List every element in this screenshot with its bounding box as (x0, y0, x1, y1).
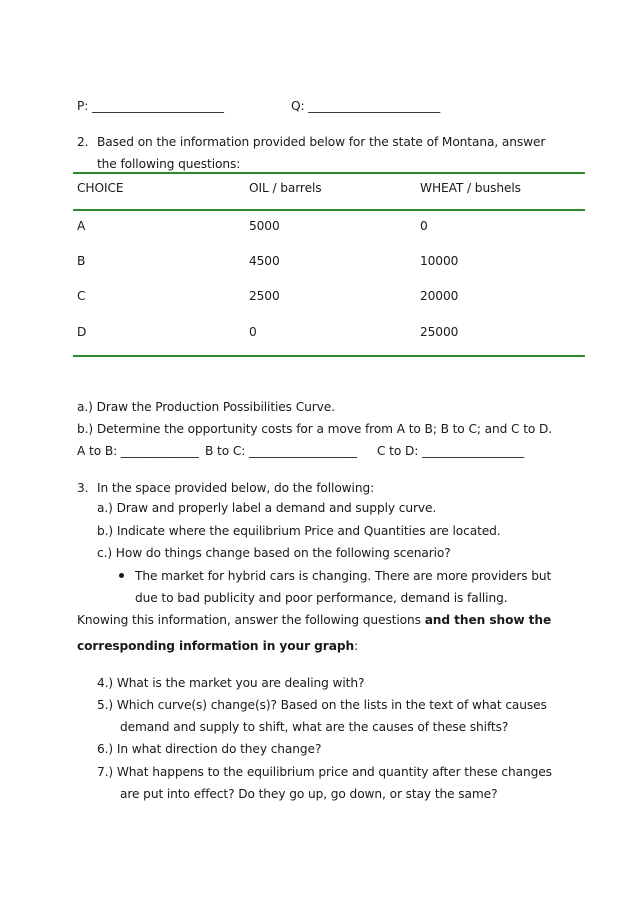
corresponding-bold-text: corresponding information in your graph (77, 639, 355, 653)
p-answer-blank[interactable]: P: ______________________ (77, 99, 224, 113)
cell-wheat: 0 (420, 219, 428, 233)
table-top-rule (73, 172, 585, 174)
question-5-line1: 5.) Which curve(s) change(s)? Based on the lists in the text of what causes (97, 698, 547, 712)
knowing-line (77, 612, 551, 628)
cell-choice: A (77, 219, 86, 233)
q3-intro: In the space provided below, do the following: (97, 481, 375, 495)
cell-oil: 5000 (249, 219, 280, 233)
cell-wheat: 20000 (420, 289, 459, 303)
q3-number: 3. (77, 481, 89, 495)
q3-part-b: b.) Indicate where the equilibrium Price and Quantities are located. (97, 524, 501, 538)
knowing-bold-text: and then show the (424, 613, 552, 627)
question-7-line1: 7.) What happens to the equilibrium price and quantity after these changes (97, 765, 552, 779)
q2-text-line2: the following questions: (97, 157, 241, 171)
q-answer-blank[interactable]: Q: ______________________ (291, 99, 441, 113)
a-to-b-blank[interactable]: A to B: _____________ (77, 444, 199, 458)
header-choice: CHOICE (77, 181, 124, 195)
part-b-text: b.) Determine the opportunity costs for a move from A to B; B to C; and C to D. (77, 422, 553, 436)
q2-number: 2. (77, 135, 89, 149)
cell-choice: D (77, 325, 87, 339)
scenario-line2: due to bad publicity and poor performance, demand is falling. (135, 591, 508, 605)
cell-choice: B (77, 254, 86, 268)
bullet-icon (119, 573, 124, 578)
question-4: 4.) What is the market you are dealing with? (97, 676, 365, 690)
question-7-line2: are put into effect? Do they go up, go down, or stay the same? (120, 787, 498, 801)
cell-oil: 2500 (249, 289, 280, 303)
q2-text-line1: Based on the information provided below for the state of Montana, answer (97, 135, 546, 149)
knowing-text: Knowing this information, answer the following questions (77, 613, 425, 627)
q3-part-a: a.) Draw and properly label a demand and supply curve. (97, 501, 437, 515)
table-bottom-rule (73, 355, 585, 357)
b-to-c-blank[interactable]: B to C: __________________ (205, 444, 357, 458)
c-to-d-blank[interactable]: C to D: _________________ (377, 444, 524, 458)
scenario-line1: The market for hybrid cars is changing. There are more providers but (135, 569, 552, 583)
header-wheat: WHEAT / bushels (420, 181, 521, 195)
cell-wheat: 25000 (420, 325, 459, 339)
question-6: 6.) In what direction do they change? (97, 742, 322, 756)
table-header-rule (73, 209, 585, 211)
q3-part-c: c.) How do things change based on the following scenario? (97, 546, 451, 560)
cell-oil: 0 (249, 325, 257, 339)
part-a-text: a.) Draw the Production Possibilities Curve. (77, 400, 335, 414)
cell-oil: 4500 (249, 254, 280, 268)
corresponding-line (77, 638, 358, 654)
corresponding-colon: : (354, 639, 359, 653)
cell-choice: C (77, 289, 86, 303)
cell-wheat: 10000 (420, 254, 459, 268)
header-oil: OIL / barrels (249, 181, 322, 195)
question-5-line2: demand and supply to shift, what are the causes of these shifts? (120, 720, 509, 734)
